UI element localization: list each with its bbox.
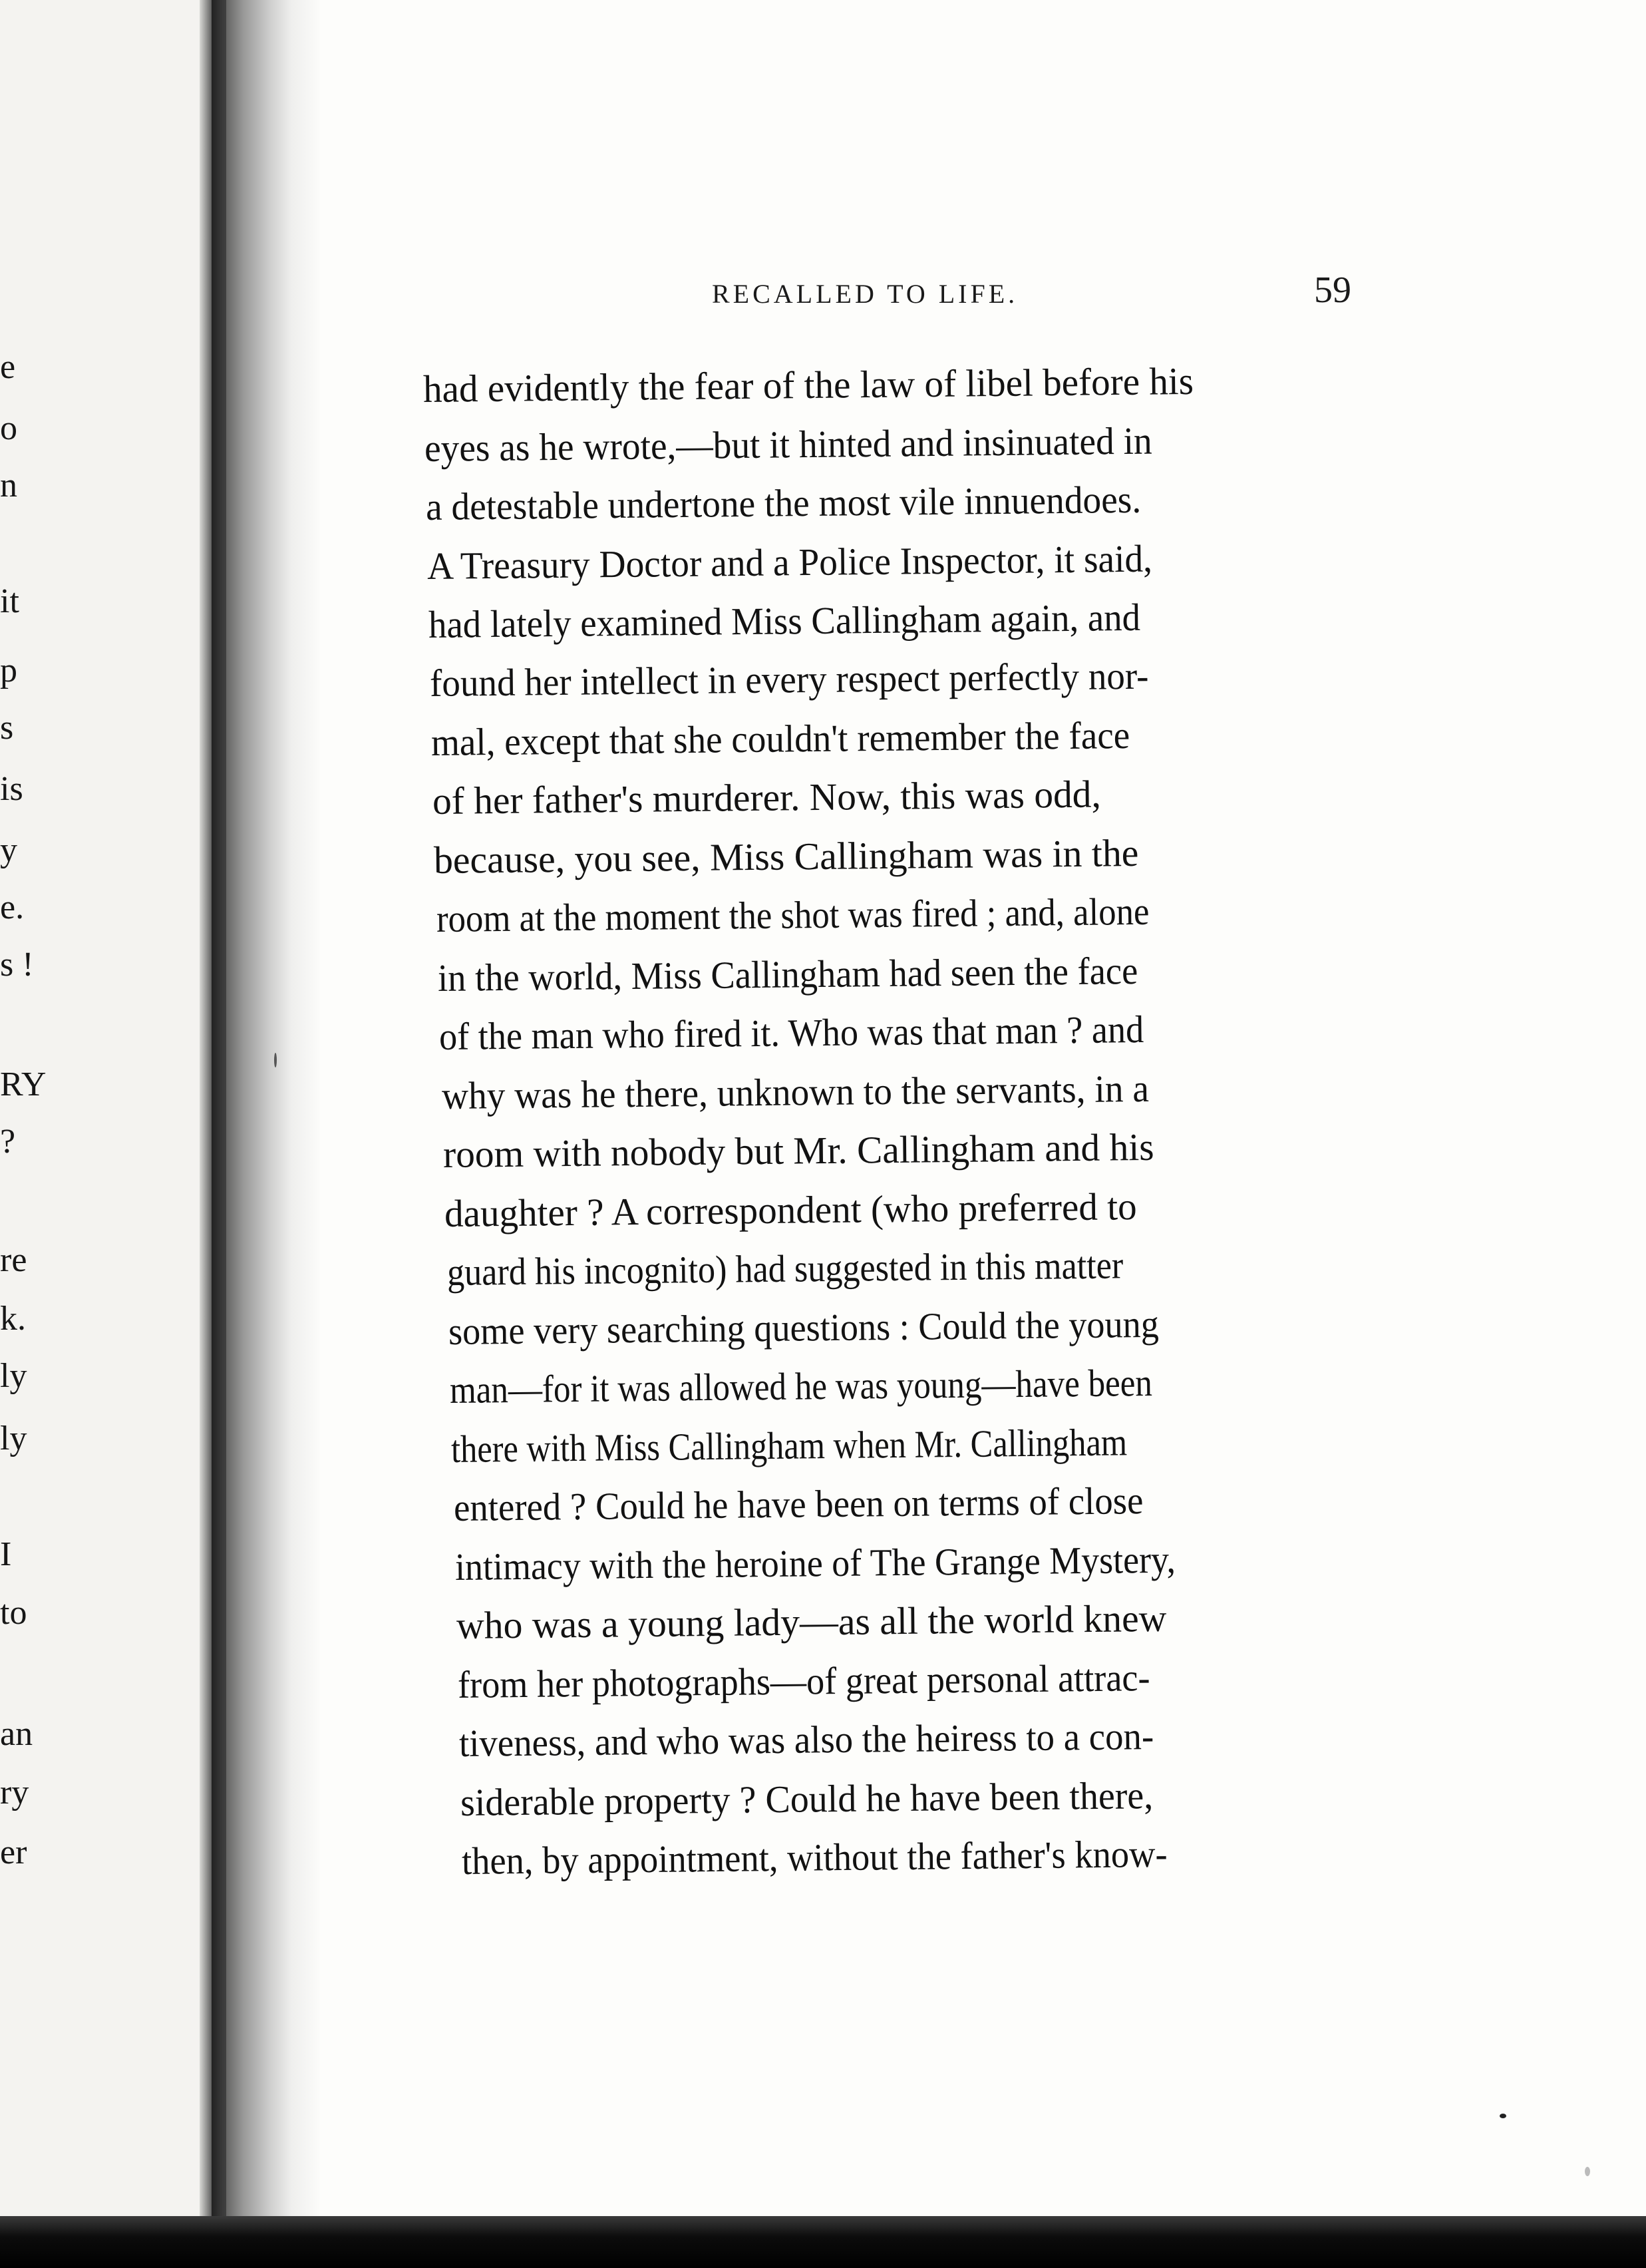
text-line: in the world, Miss Callingham had seen the face [437,948,1138,1000]
text-line: guard his incognito) had suggested in this matter [446,1243,1124,1294]
scan-bottom-border [0,2216,1646,2268]
left-page-fragment: ly [0,1419,27,1457]
left-page-fragment: ly [0,1357,27,1395]
text-line: of the man who fired it. Who was that man ? and [438,1007,1144,1058]
text-line: from her photographs—of great personal attrac- [457,1656,1150,1706]
left-page-fragment: ry [0,1774,29,1811]
text-line: a detestable undertone the most vile innuendoes. [425,477,1142,528]
left-page-fragment: s [0,709,14,747]
text-line: eyes as he wrote,—but it hinted and insinuated in [424,419,1152,470]
text-line: then, by appointment, without the father's know- [461,1831,1168,1883]
left-page-fragment: I [0,1535,12,1573]
text-line: why was he there, unknown to the servants, in a [441,1066,1150,1117]
text-line: there with Miss Callingham when Mr. Callingham [450,1420,1128,1471]
text-line: because, you see, Miss Callingham was in the [433,831,1139,882]
text-line: man—for it was allowed he was young—have been [449,1360,1153,1412]
text-line: of her father's murderer. Now, this was odd, [432,772,1102,823]
text-line: some very searching questions : Could the young [448,1302,1160,1353]
page-number: 59 [1314,270,1351,311]
scan-speck [274,1053,277,1067]
book-gutter-shadow [212,0,318,2216]
facing-left-page-edge [0,0,220,2223]
text-line: daughter ? A correspondent (who preferred to [444,1185,1137,1235]
left-page-fragment: e. [0,888,25,926]
text-line: had lately examined Miss Callingham again, and [428,595,1141,646]
text-line: tiveness, and who was also the heiress to a con- [458,1714,1154,1765]
text-line: room with nobody but Mr. Callingham and his [442,1125,1154,1176]
running-head: RECALLED TO LIFE. [712,279,1019,309]
text-line: mal, except that she couldn't remember the face [430,713,1130,764]
left-page-fragment: re [0,1241,27,1279]
left-page-fragment: is [0,770,23,808]
left-page-fragment: k. [0,1300,26,1338]
left-page-fragment: o [0,409,17,447]
left-page-fragment: an [0,1715,33,1753]
left-page-fragment: ? [0,1123,16,1161]
scan-speck [1500,2114,1506,2118]
text-line: found her intellect in every respect perfectly nor- [429,654,1149,705]
left-page-fragment: p [0,652,17,689]
text-line: room at the moment the shot was fired ; and, alone [436,889,1150,940]
text-line: A Treasury Doctor and a Police Inspector, it said, [426,536,1153,588]
scan-speck [1585,2167,1590,2176]
text-line: entered ? Could he have been on terms of close [453,1479,1144,1529]
left-page-fragment: y [0,831,17,869]
left-page-fragment: e [0,348,16,386]
left-page-fragment: n [0,467,17,504]
left-page-fragment: RY [0,1065,47,1103]
text-line: who was a young lady—as all the world knew [456,1596,1167,1647]
text-line: intimacy with the heroine of The Grange Mystery, [454,1537,1176,1589]
left-page-fragment: it [0,582,19,620]
left-page-fragment: er [0,1833,27,1871]
text-line: had evidently the fear of the law of libel before his [422,359,1194,411]
left-page-fragment: to [0,1594,27,1632]
left-page-fragment: s ! [0,946,34,984]
text-line: siderable property ? Could he have been there, [460,1774,1154,1824]
